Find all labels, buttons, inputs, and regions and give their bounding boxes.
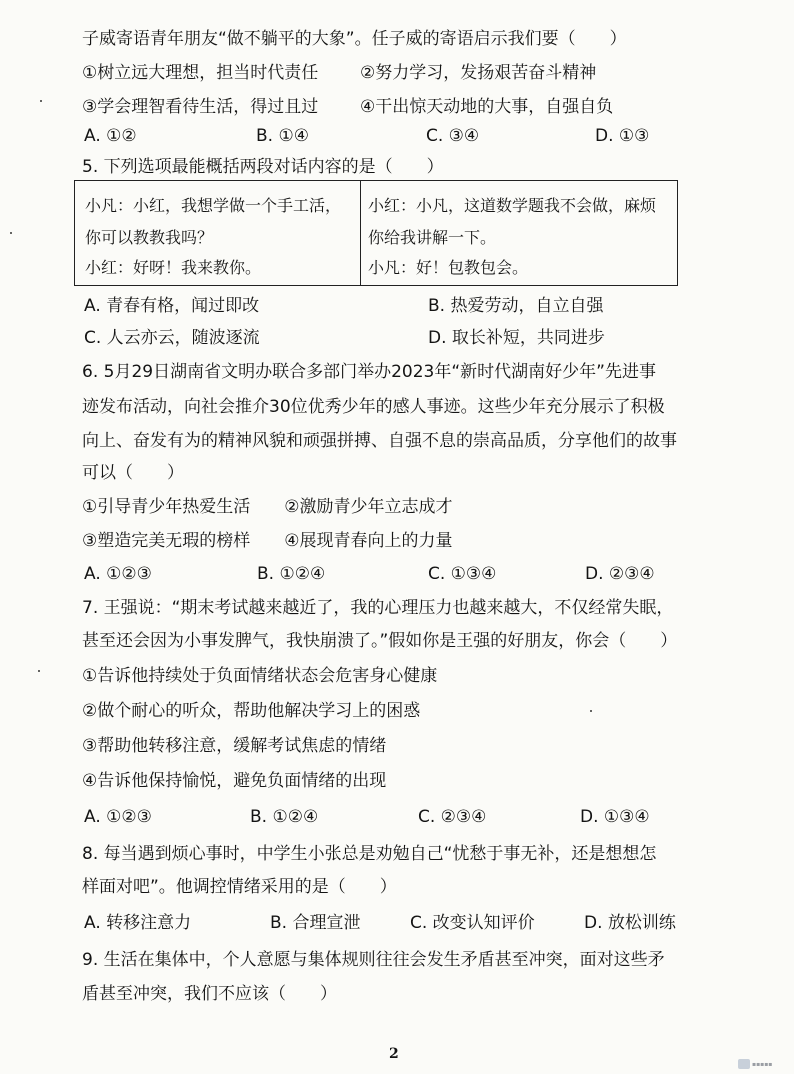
dialog-left-line-1: 小凡：小红，我想学做一个手工活，	[85, 196, 342, 215]
q8-option-d: D. 放松训练	[584, 913, 676, 933]
q7-option-d: D. ①③④	[580, 807, 650, 827]
dialog-divider	[360, 181, 361, 285]
q7-statement-2: ②做个耐心的听众，帮助他解决学习上的困惑	[82, 701, 421, 721]
q6-option-a: A. ①②③	[84, 564, 152, 584]
q5-option-d: D. 取长补短，共同进步	[428, 328, 605, 348]
watermark-mark: ▪▪▪▪▪	[752, 1060, 773, 1068]
q6-option-d: D. ②③④	[585, 564, 655, 584]
q7-stem-line-1: 7. 王强说：“期末考试越来越近了，我的心理压力也越来越大，不仅经常失眠，	[82, 598, 674, 618]
page-number: 2	[389, 1046, 399, 1062]
dialog-left-line-3: 小红：好呀！我来教你。	[85, 258, 262, 277]
q8-stem-line-2: 样面对吧”。他调控情绪采用的是（ ）	[82, 877, 397, 897]
q4-option-d: D. ①③	[595, 126, 650, 146]
q7-statement-4: ④告诉他保持愉悦，避免负面情绪的出现	[82, 771, 387, 791]
q6-stem-line-2: 迹发布活动，向社会推介30位优秀少年的感人事迹。这些少年充分展示了积极	[82, 397, 665, 417]
q6-option-c: C. ①③④	[428, 564, 497, 584]
dialog-right-line-2: 你给我讲解一下。	[368, 228, 497, 247]
q7-option-b: B. ①②④	[250, 807, 319, 827]
q8-option-a: A. 转移注意力	[84, 913, 192, 933]
q4-stem-tail: 子威寄语青年朋友“做不躺平的大象”。任子威的寄语启示我们要（ ）	[82, 29, 627, 49]
dialog-left-line-2: 你可以教教我吗？	[85, 228, 214, 247]
q7-statement-1: ①告诉他持续处于负面情绪状态会危害身心健康	[82, 666, 438, 686]
q6-stem-line-3: 向上、奋发有为的精神风貌和顽强拼搏、自强不息的崇高品质，分享他们的故事	[82, 431, 677, 451]
q9-stem-line-2: 盾甚至冲突，我们不应该（ ）	[82, 984, 337, 1004]
q8-option-c: C. 改变认知评价	[410, 913, 535, 933]
q7-statement-3: ③帮助他转移注意，缓解考试焦虑的情绪	[82, 736, 387, 756]
q5-option-c: C. 人云亦云，随波逐流	[84, 328, 260, 348]
dialog-right-line-3: 小凡：好！包教包会。	[368, 258, 529, 277]
q4-statement-4: ④干出惊天动地的大事，自强自负	[360, 97, 614, 117]
dialog-right-line-1: 小红：小凡，这道数学题我不会做，麻烦	[368, 196, 657, 215]
watermark-logo-icon	[738, 1059, 750, 1069]
q7-stem-line-2: 甚至还会因为小事发脾气，我快崩溃了。”假如你是王强的好朋友，你会（ ）	[82, 631, 678, 651]
scanner-watermark	[738, 1058, 790, 1070]
q7-option-c: C. ②③④	[418, 807, 487, 827]
q4-statement-1: ①树立远大理想，担当时代责任	[82, 63, 319, 83]
q5-option-b: B. 热爱劳动，自立自强	[428, 296, 604, 316]
q6-statements-3-4: ③塑造完美无瑕的榜样 ④展现青春向上的力量	[82, 531, 453, 551]
q6-option-b: B. ①②④	[257, 564, 326, 584]
q5-dialog-table	[74, 180, 678, 286]
q5-option-a: A. 青春有格，闻过即改	[84, 296, 260, 316]
q6-stem-line-4: 可以（ ）	[82, 463, 184, 483]
q9-stem-line-1: 9. 生活在集体中，个人意愿与集体规则往往会发生矛盾甚至冲突，面对这些矛	[82, 950, 665, 970]
scan-speck	[10, 232, 12, 234]
scan-speck	[40, 100, 42, 102]
q5-stem: 5. 下列选项最能概括两段对话内容的是（ ）	[82, 157, 444, 177]
q8-stem-line-1: 8. 每当遇到烦心事时，中学生小张总是劝勉自己“忧愁于事无补，还是想想怎	[82, 844, 657, 864]
scan-speck	[590, 710, 592, 712]
q7-option-a: A. ①②③	[84, 807, 152, 827]
scan-speck	[38, 670, 40, 672]
q4-option-a: A. ①②	[84, 126, 137, 146]
q4-option-c: C. ③④	[426, 126, 480, 146]
q4-statement-3: ③学会理智看待生活，得过且过	[82, 97, 319, 117]
q6-stem-line-1: 6. 5月29日湖南省文明办联合多部门举办2023年“新时代湖南好少年”先进事	[82, 362, 656, 382]
q6-statements-1-2: ①引导青少年热爱生活 ②激励青少年立志成才	[82, 497, 453, 517]
q4-statement-2: ②努力学习，发扬艰苦奋斗精神	[360, 63, 597, 83]
q8-option-b: B. 合理宣泄	[270, 913, 361, 933]
q4-option-b: B. ①④	[256, 126, 309, 146]
